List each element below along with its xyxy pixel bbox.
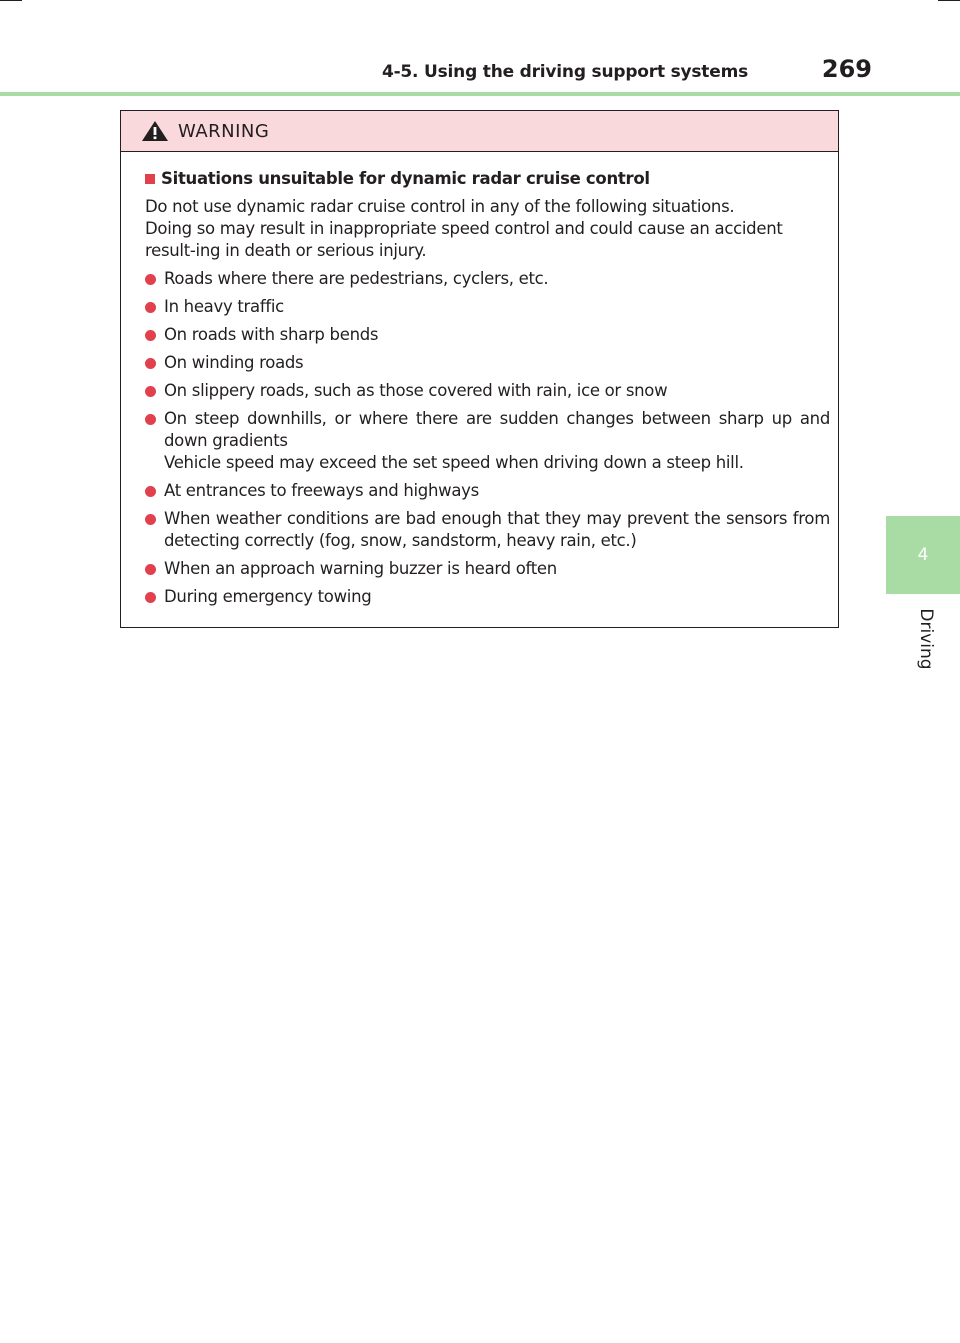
chapter-label: Driving <box>916 608 936 670</box>
bullet-dot-icon <box>145 486 156 497</box>
list-item-text: When weather conditions are bad enough that they may prevent the sensors from detecting correctly (fog, snow, sandstorm, heavy rain, etc.) <box>164 509 830 550</box>
list-item <box>145 268 830 290</box>
section-title: 4-5. Using the driving support systems <box>381 62 748 82</box>
chapter-label-box <box>912 604 940 674</box>
list-item-note: Vehicle speed may exceed the set speed when driving down a steep hill. <box>164 453 744 472</box>
list-item-text: On slippery roads, such as those covered with rain, ice or snow <box>164 381 668 400</box>
list-item-text: On roads with sharp bends <box>164 325 379 344</box>
chapter-number: 4 <box>917 545 929 565</box>
page-header <box>0 0 960 96</box>
header-rule <box>0 92 960 96</box>
warning-intro-consequence: Doing so may result in inappropriate speed control and could cause an accident result-ing in death or serious injury. <box>145 219 783 260</box>
list-item <box>145 324 830 346</box>
list-item-text-block <box>164 408 830 474</box>
list-item <box>145 480 830 502</box>
bullet-dot-icon <box>145 592 156 603</box>
list-item <box>145 296 830 318</box>
warning-header <box>121 111 838 152</box>
warning-box <box>120 110 839 628</box>
bullet-dot-icon <box>145 358 156 369</box>
bullet-dot-icon <box>145 564 156 575</box>
warning-body <box>121 152 838 608</box>
list-item <box>145 408 830 474</box>
warning-bullet-list <box>145 268 830 608</box>
warning-intro <box>145 196 830 262</box>
list-item-text: When an approach warning buzzer is heard often <box>164 559 557 578</box>
chapter-tab <box>886 516 960 594</box>
list-item <box>145 586 830 608</box>
bullet-dot-icon <box>145 414 156 425</box>
list-item-text: During emergency towing <box>164 587 372 606</box>
list-item-text: On winding roads <box>164 353 304 372</box>
bullet-dot-icon <box>145 274 156 285</box>
bullet-dot-icon <box>145 302 156 313</box>
warning-triangle-icon <box>141 120 169 142</box>
list-item <box>145 380 830 402</box>
list-item <box>145 508 830 552</box>
warning-topic-text: Situations unsuitable for dynamic radar cruise control <box>161 169 650 188</box>
page-number: 269 <box>821 55 872 83</box>
list-item <box>145 352 830 374</box>
square-bullet-icon <box>145 174 155 184</box>
list-item-text: At entrances to freeways and highways <box>164 481 479 500</box>
warning-topic <box>145 168 830 190</box>
list-item-text: Roads where there are pedestrians, cyclers, etc. <box>164 269 549 288</box>
warning-title: WARNING <box>178 120 270 142</box>
list-item-text: In heavy traffic <box>164 297 284 316</box>
list-item-text: On steep downhills, or where there are sudden changes between sharp up and down gradients <box>164 409 830 450</box>
bullet-dot-icon <box>145 330 156 341</box>
list-item <box>145 558 830 580</box>
bullet-dot-icon <box>145 386 156 397</box>
warning-intro-line: Do not use dynamic radar cruise control in any of the following situations. <box>145 197 735 216</box>
bullet-dot-icon <box>145 514 156 525</box>
